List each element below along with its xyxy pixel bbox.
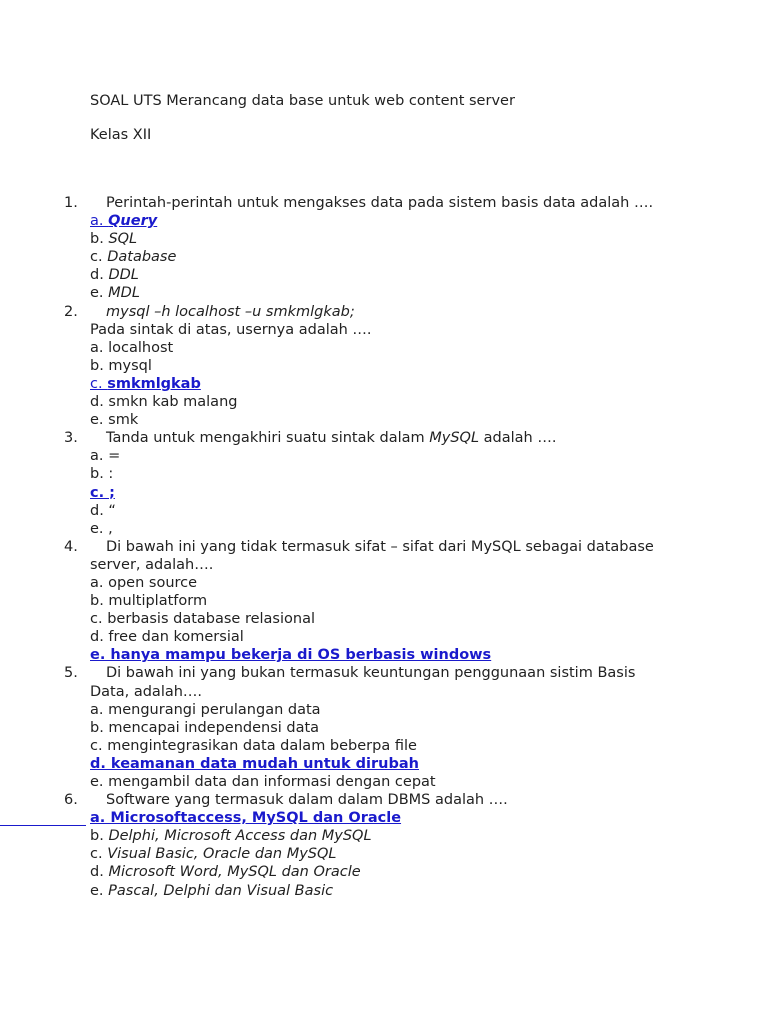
correct-answer: Query (108, 213, 158, 230)
question-3 (0, 429, 768, 447)
option-a: a. open source (90, 574, 198, 591)
question-text: Software yang termasuk dalam dalam DBMS adalah …. (106, 792, 508, 809)
option-prefix: d. (90, 864, 109, 881)
option-b: b. : (90, 466, 114, 483)
question-number: 4. (64, 538, 78, 555)
option-text: MDL (108, 285, 140, 302)
correct-answer: e. hanya mampu bekerja di OS berbasis windows (90, 647, 492, 664)
option-d (0, 266, 768, 284)
option-text: Pascal, Delphi dan Visual Basic (108, 882, 334, 899)
option-prefix: e. (90, 882, 109, 899)
option-prefix: b. (90, 231, 109, 248)
question-text-emphasis: MySQL (429, 430, 480, 447)
option-e (0, 646, 768, 664)
option-c (0, 484, 768, 502)
option-e: e. , (90, 520, 113, 537)
question-text-cont: Pada sintak di atas, usernya adalah …. (90, 321, 372, 338)
option-c: c. mengintegrasikan data dalam beberpa file (90, 737, 417, 754)
option-b (0, 230, 768, 248)
option-b: b. mencapai independensi data (90, 719, 320, 736)
option-b (0, 827, 768, 845)
option-prefix: d. (90, 267, 109, 284)
correct-answer: c. ; (90, 484, 115, 501)
option-d: d. “ (90, 502, 116, 519)
question-text: Perintah-perintah untuk mengakses data pada sistem basis data adalah …. (106, 195, 654, 211)
question-text: Di bawah ini yang bukan termasuk keuntungan penggunaan sistim Basis (106, 665, 636, 682)
option-prefix: b. (90, 828, 109, 845)
question-list (0, 194, 768, 900)
question-text (106, 429, 556, 447)
option-a: a. localhost (90, 339, 174, 356)
option-text: SQL (108, 231, 138, 248)
question-text: mysql –h localhost –u smkmlgkab; (106, 303, 355, 320)
option-b: b. multiplatform (90, 593, 208, 610)
question-text: Di bawah ini yang tidak termasuk sifat – sifat dari MySQL sebagai database (106, 538, 654, 555)
option-text: Microsoft Word, MySQL dan Oracle (108, 864, 361, 881)
question-2 (0, 303, 768, 321)
option-a: a. mengurangi perulangan data (90, 701, 321, 718)
question-text-cont: server, adalah…. (90, 556, 214, 573)
correct-answer: smkmlgkab (107, 375, 201, 392)
question-number: 5. (64, 665, 78, 682)
option-d (0, 863, 768, 881)
option-c (0, 248, 768, 266)
question-number: 1. (64, 195, 78, 211)
option-a (0, 212, 768, 230)
option-e: e. mengambil data dan informasi dengan cepat (90, 774, 436, 790)
question-number: 3. (64, 430, 78, 447)
option-e (0, 284, 768, 302)
correct-answer: a. Microsoftaccess, MySQL dan Oracle (90, 810, 402, 827)
question-1 (0, 194, 768, 212)
option-prefix: a. (90, 213, 109, 230)
question-5 (0, 664, 768, 682)
option-d: d. smkn kab malang (90, 394, 238, 411)
question-text-end: adalah …. (479, 430, 557, 447)
option-text: Visual Basic, Oracle dan MySQL (107, 846, 337, 863)
option-c: c. berbasis database relasional (90, 611, 315, 628)
option-text: Database (107, 249, 177, 266)
option-a (0, 809, 768, 827)
option-d (0, 755, 768, 773)
question-text-cont: Data, adalah…. (90, 683, 203, 700)
question-number: 6. (64, 792, 78, 809)
option-e: e. smk (90, 412, 139, 429)
option-text: DDL (108, 267, 139, 284)
option-prefix: c. (90, 846, 108, 863)
option-text: Delphi, Microsoft Access dan MySQL (108, 828, 372, 845)
question-6 (0, 791, 768, 809)
option-a: a. = (90, 448, 121, 465)
option-b: b. mysql (90, 357, 152, 374)
class-label: Kelas XII (90, 127, 152, 143)
document-title: SOAL UTS Merancang data base untuk web content server (90, 93, 515, 109)
option-e (0, 882, 768, 900)
correct-answer: d. keamanan data mudah untuk dirubah (90, 755, 419, 772)
option-prefix: c. (90, 249, 108, 266)
option-c (0, 375, 768, 393)
question-text-start: Tanda untuk mengakhiri suatu sintak dalam (106, 430, 430, 447)
option-d: d. free dan komersial (90, 629, 244, 646)
option-prefix: e. (90, 285, 109, 302)
option-prefix: c. (90, 375, 108, 392)
question-4 (0, 538, 768, 556)
question-number: 2. (64, 303, 78, 320)
option-c (0, 845, 768, 863)
